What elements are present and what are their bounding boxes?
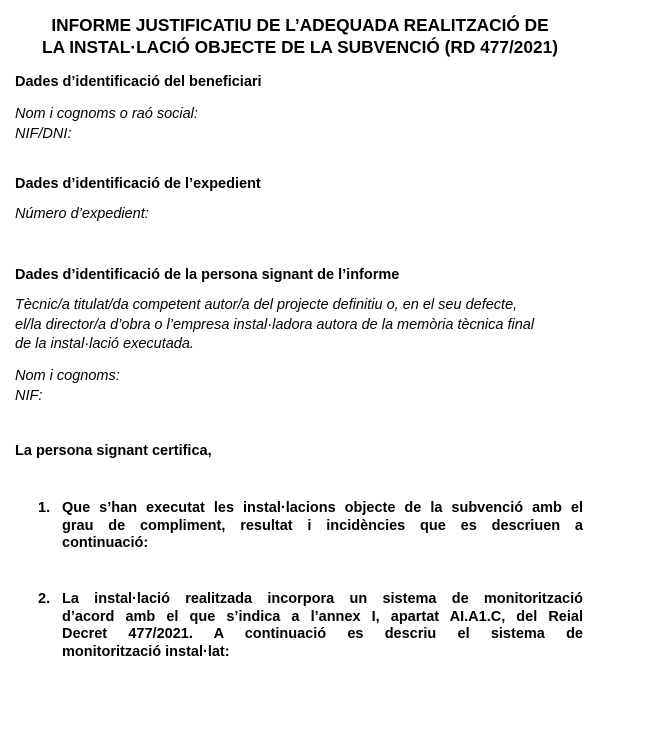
beneficiary-name-field: Nom i cognoms o raó social: [15,106,198,122]
signatory-heading: Dades d’identificació de la persona signant de l’informe [15,267,400,283]
beneficiary-nif-field: NIF/DNI: [15,126,72,142]
item-text [62,500,583,553]
item-text-line: La instal·lació realitzada incorpora un sistema de monitorització [62,591,583,607]
expedient-heading: Dades d’identificació de l’expedient [15,176,261,192]
signatory-description-line: el/la director/a d’obra o l’empresa instal·ladora autora de la memòria tècnica final [15,316,535,333]
item-text-line: Que s’han executat les instal·lacions objecte de la subvenció amb el [62,500,583,516]
item-text-line: grau de compliment, resultat i incidències que es descriuen a [62,517,583,534]
item-text-line: monitorització instal·lat: [62,643,230,660]
signatory-description-line: Tècnic/a titulat/da competent autor/a del projecte definitiu o, en el seu defecte, [15,297,518,313]
signatory-description-line: de la instal·lació executada. [15,336,194,352]
item-text-line: d’acord amb el que s’indica a l’annex I, apartat AI.A1.C, del Reial [62,608,583,625]
expedient-number-field: Número d’expedient: [15,206,149,222]
item-text-line: continuació: [62,535,149,551]
item-number: 1. [38,500,51,516]
signatory-nif-field: NIF: [15,388,43,404]
item-text-line: Decret 477/2021. A continuació es descriu el sistema de [62,626,583,642]
signatory-description [15,296,583,355]
title-line-1: INFORME JUSTIFICATIU DE L’ADEQUADA REALITZACIÓ DE [51,15,549,35]
document-title [0,14,600,58]
signatory-name-field: Nom i cognoms: [15,368,120,384]
item-number: 2. [38,591,51,607]
title-line-2: LA INSTAL·LACIÓ OBJECTE DE LA SUBVENCIÓ (RD 477/2021) [42,37,558,57]
certifies-heading: La persona signant certifica, [15,443,212,459]
item-text [62,591,583,661]
beneficiary-heading: Dades d’identificació del beneficiari [15,74,262,90]
